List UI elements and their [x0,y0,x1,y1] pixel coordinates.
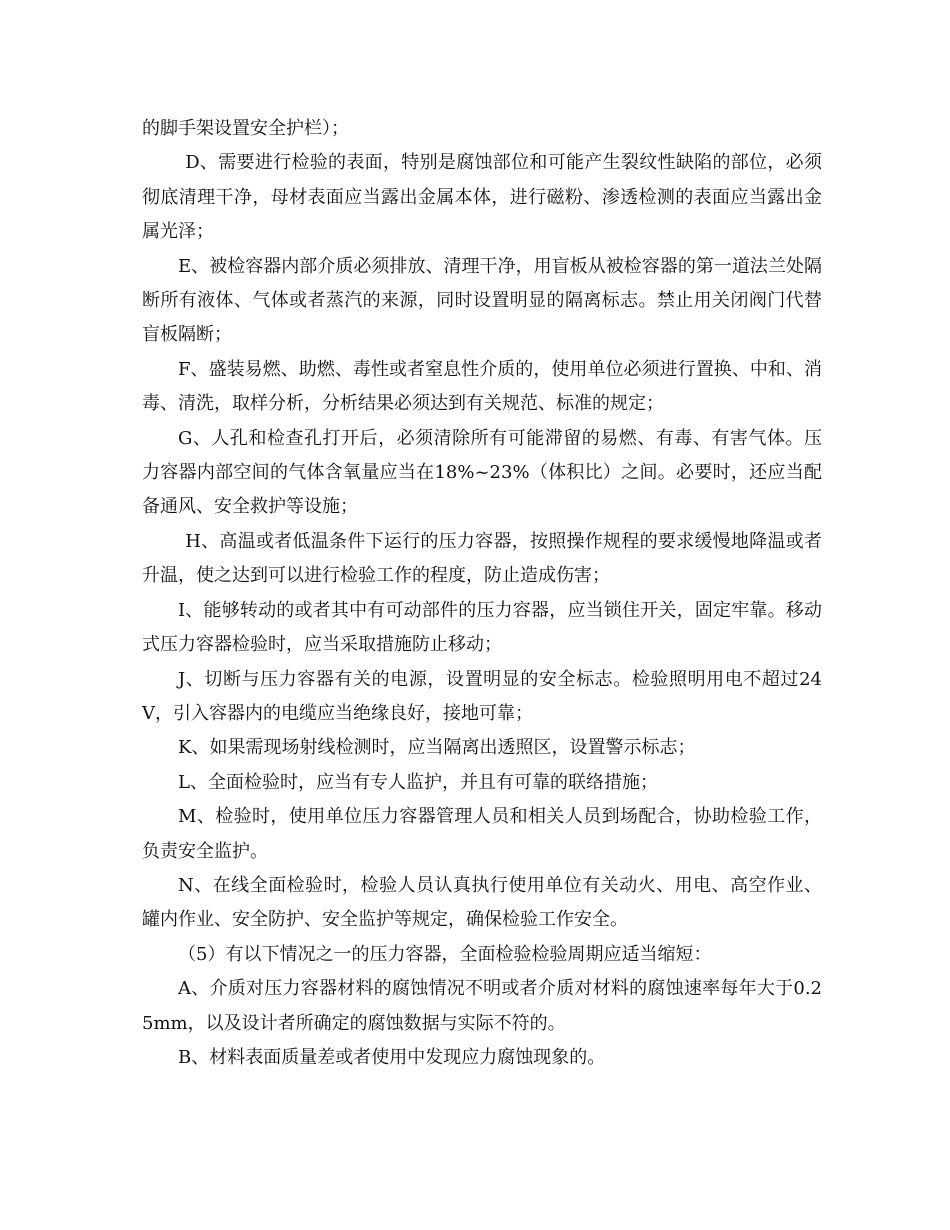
paragraph-item-a: A、介质对压力容器材料的腐蚀情况不明或者介质对材料的腐蚀速率每年大于0.25mm，以及设计者所确定的腐蚀数据与实际不符的。 [142,978,822,1034]
paragraph-item-l: L、全面检验时，应当有专人监护，并且有可靠的联络措施； [178,771,658,793]
paragraph-item-k: K、如果需现场射线检测时，应当隔离出透照区，设置警示标志； [178,737,696,759]
document-body [142,112,822,1075]
paragraph-item-h: H、高温或者低温条件下运行的压力容器，按照操作规程的要求缓慢地降温或者升温，使之达到可以进行检验工作的程度，防止造成伤害； [142,530,822,587]
paragraph-item-g: G、人孔和检查孔打开后，必须清除所有可能滞留的易燃、有毒、有害气体。压力容器内部空间的气体含氧量应当在18%~23%（体积比）之间。必要时，还应当配备通风、安全救护等设施； [142,427,822,518]
paragraph-item-i: I、能够转动的或者其中有可动部件的压力容器，应当锁住开关，固定牢靠。移动式压力容器检验时，应当采取措施防止移动； [142,599,822,656]
paragraph-item-j: J、切断与压力容器有关的电源，设置明显的安全标志。检验照明用电不超过24V，引入容器内的电缆应当绝缘良好，接地可靠； [142,668,822,724]
paragraph-scaffold-guardrail: 的脚手架设置安全护栏）； [142,118,349,139]
paragraph-item-d: D、需要进行检验的表面，特别是腐蚀部位和可能产生裂纹性缺陷的部位，必须彻底清理干净，母材表面应当露出金属本体，进行磁粉、渗透检测的表面应当露出金属光泽； [142,152,822,243]
paragraph-item-f: F、盛装易燃、助燃、毒性或者窒息性介质的，使用单位必须进行置换、中和、消毒、清洗，取样分析，分析结果必须达到有关规范、标准的规定； [142,358,822,415]
paragraph-item-m: M、检验时，使用单位压力容器管理人员和相关人员到场配合，协助检验工作，负责安全监护。 [142,806,822,862]
paragraph-item-b: B、材料表面质量差或者使用中发现应力腐蚀现象的。 [178,1046,606,1068]
paragraph-section-5: （5）有以下情况之一的压力容器，全面检验检验周期应适当缩短： [178,943,712,965]
paragraph-item-n: N、在线全面检验时，检验人员认真执行使用单位有关动火、用电、高空作业、罐内作业、安全防护、安全监护等规定，确保检验工作安全。 [142,874,822,931]
paragraph-item-e: E、被检容器内部介质必须排放、清理干净，用盲板从被检容器的第一道法兰处隔断所有液体、气体或者蒸汽的来源，同时设置明显的隔离标志。禁止用关闭阀门代替盲板隔断； [142,255,822,346]
